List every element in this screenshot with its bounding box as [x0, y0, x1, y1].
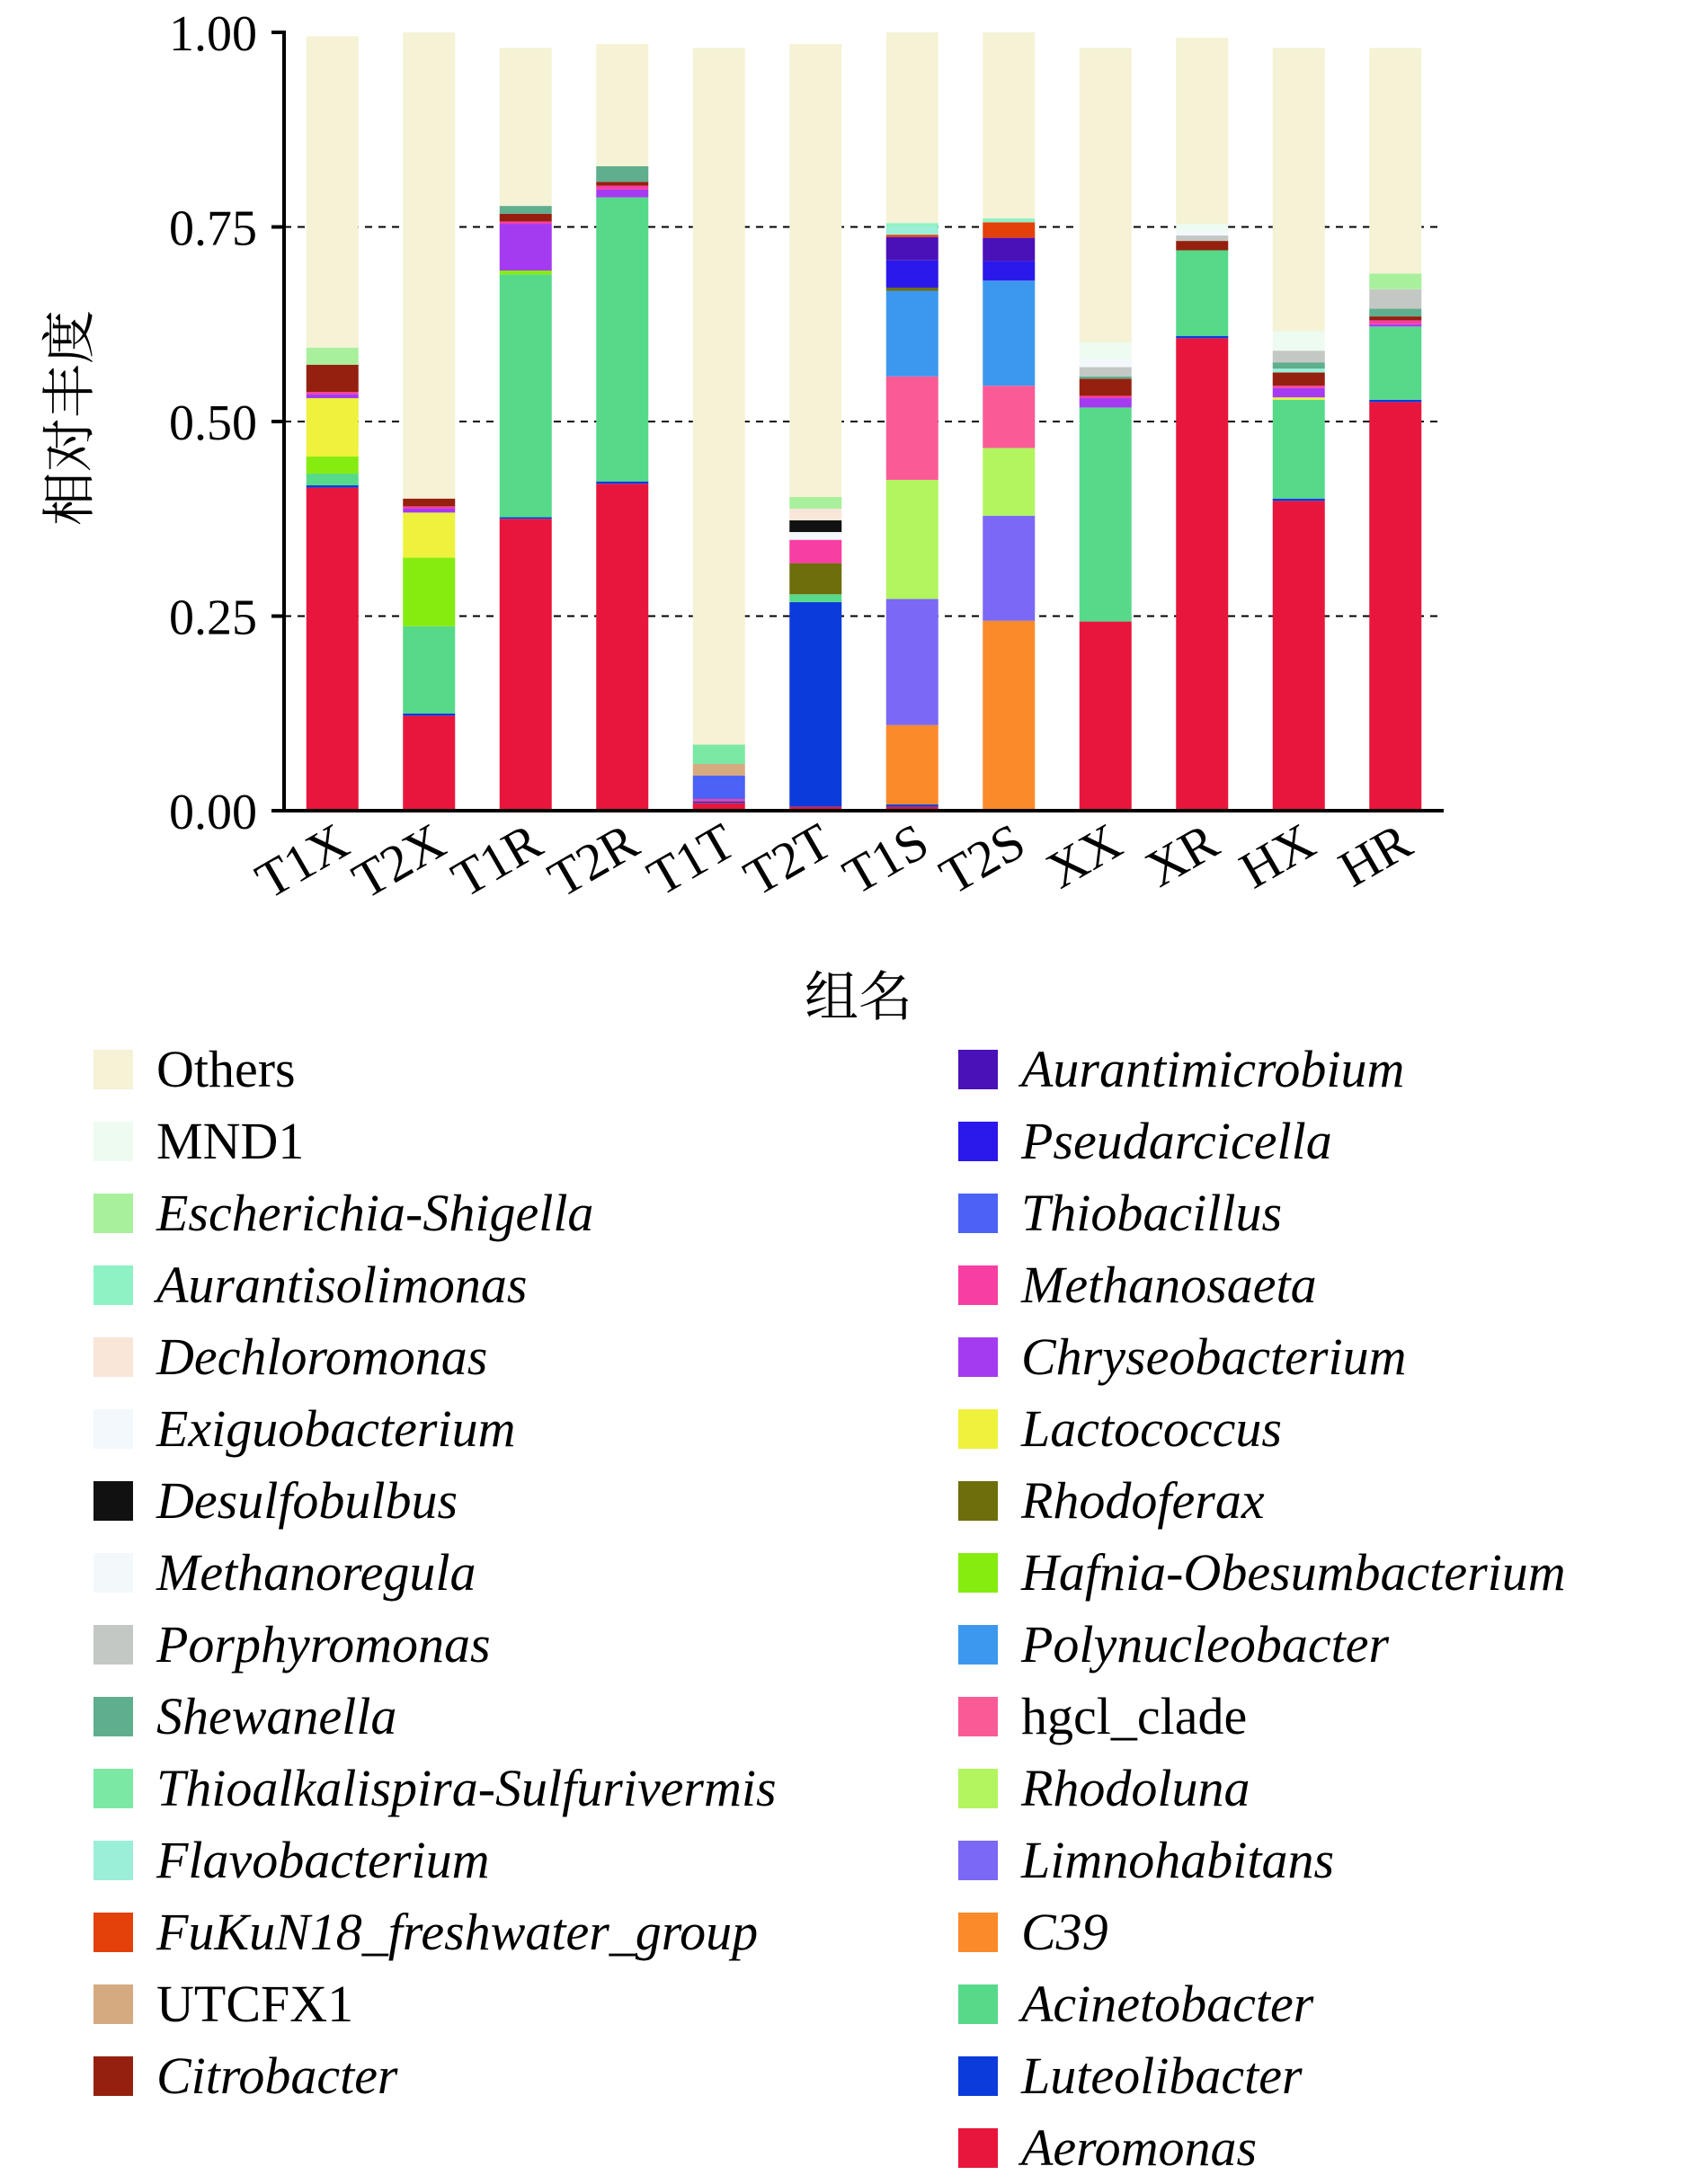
- bar-segment-T1S-9: [886, 288, 938, 290]
- bar-segment-T1R-12: [500, 221, 552, 224]
- bar-segment-T1S-27: [886, 223, 938, 226]
- bar-stack-T2S: [983, 32, 1035, 811]
- bar-segment-T2T-23: [789, 532, 841, 540]
- bar-segment-T2S-3: [983, 621, 1035, 811]
- legend-label: Chryseobacterium: [1021, 1327, 1407, 1386]
- bar-segment-T1X-10: [307, 398, 359, 457]
- bar-segment-T2S-14: [983, 262, 1035, 281]
- legend-swatch: [958, 1769, 998, 1808]
- bar-segment-HR-11: [1369, 324, 1421, 327]
- bar-segment-T1X-1: [307, 485, 359, 488]
- legend-swatch: [93, 1194, 133, 1233]
- bar-segment-T2R-16: [596, 182, 648, 185]
- legend-swatch: [93, 1841, 133, 1880]
- legend-label: C39: [1021, 1903, 1108, 1961]
- legend-swatch: [93, 1409, 133, 1449]
- bar-segment-T1S-18: [886, 235, 938, 237]
- legend-label: Aeromonas: [1021, 2118, 1258, 2177]
- bar-segment-T1T-17: [693, 764, 745, 776]
- bar-segment-XX-21: [1080, 377, 1132, 379]
- legend-label: Luteolibacter: [1021, 2046, 1303, 2105]
- bar-segment-T1R-11: [500, 224, 552, 271]
- bar-segment-HX-1: [1273, 499, 1325, 502]
- bar-segment-XX-16: [1080, 378, 1132, 395]
- bar-segment-HR-2: [1369, 326, 1421, 399]
- legend-label: Limnohabitans: [1021, 1831, 1335, 1889]
- legend-swatch: [93, 1122, 133, 1161]
- x-tick-label-XR: XR: [1135, 811, 1228, 899]
- legend-label: MND1: [156, 1112, 305, 1170]
- bar-segment-T2T-9: [789, 564, 841, 595]
- legend-swatch: [958, 2056, 998, 2096]
- bar-segment-HX-19: [1273, 368, 1325, 372]
- legend-label: Desulfobulbus: [156, 1471, 458, 1530]
- legend-swatch: [93, 1050, 133, 1089]
- bar-segment-T1R-2: [500, 274, 552, 517]
- bar-segment-T1S-15: [886, 237, 938, 261]
- bar-segment-T1T-30: [693, 48, 745, 744]
- legend-label: Shewanella: [156, 1687, 397, 1745]
- bar-segment-T2X-8: [403, 558, 455, 626]
- y-tick-label-0: 0.00: [169, 785, 257, 840]
- bar-segment-XX-11: [1080, 398, 1132, 407]
- legend-label: Others: [156, 1040, 296, 1098]
- bar-segment-T2T-1: [789, 602, 841, 807]
- bar-segment-HX-0: [1273, 501, 1325, 811]
- x-tick-label-T1X: T1X: [245, 811, 359, 910]
- bar-stack-XX: [1080, 48, 1132, 811]
- bar-segment-XR-30: [1176, 38, 1228, 224]
- y-tick-label-3: 0.75: [169, 200, 257, 257]
- y-axis-label: 相对丰度: [40, 310, 100, 526]
- x-tick-label-XX: XX: [1036, 811, 1132, 901]
- bar-segment-HR-16: [1369, 316, 1421, 320]
- bar-segment-T1R-16: [500, 214, 552, 222]
- x-tick-label-T2X: T2X: [342, 811, 455, 910]
- bar-segment-T2R-11: [596, 190, 648, 198]
- bar-segment-T2S-18: [983, 222, 1035, 237]
- legend-label: Exiguobacterium: [156, 1399, 516, 1458]
- bar-stack-T1S: [886, 32, 938, 811]
- bar-stack-T2X: [403, 32, 455, 811]
- bar-segment-XR-2: [1176, 250, 1228, 335]
- legend-swatch: [958, 1409, 998, 1449]
- x-tick-label-T1T: T1T: [637, 811, 745, 908]
- bar-segment-XR-16: [1176, 241, 1228, 250]
- bar-stack-T2R: [596, 44, 648, 811]
- legend-label: Rhodoluna: [1021, 1759, 1250, 1817]
- legend-swatch: [958, 2128, 998, 2168]
- y-tick-label-1: 0.25: [169, 590, 257, 646]
- legend-swatch: [93, 2056, 133, 2096]
- bar-segment-XR-25: [1176, 232, 1228, 235]
- bar-segment-T2S-5: [983, 448, 1035, 515]
- legend: [0, 1034, 1699, 2179]
- bar-segment-XX-30: [1080, 48, 1132, 342]
- bar-stack-T1R: [500, 48, 552, 811]
- bar-segment-T1X-30: [307, 36, 359, 347]
- bar-segment-XR-22: [1176, 235, 1228, 241]
- bar-segment-T1T-1: [693, 802, 745, 803]
- legend-swatch: [958, 1841, 998, 1880]
- bar-segment-HR-28: [1369, 273, 1421, 289]
- legend-label: Porphyromonas: [156, 1615, 491, 1674]
- bar-segment-T2R-12: [596, 186, 648, 190]
- x-tick-label-T1R: T1R: [441, 811, 552, 909]
- bar-segment-HR-30: [1369, 48, 1421, 273]
- x-tick-labels: [246, 812, 1421, 910]
- bar-stack-T1X: [307, 36, 359, 811]
- bar-stack-T2T: [789, 44, 841, 811]
- bar-stack-XR: [1176, 38, 1228, 811]
- bar-segment-T1R-0: [500, 519, 552, 811]
- x-tick-label-T2R: T2R: [538, 811, 648, 909]
- bar-segment-HX-16: [1273, 372, 1325, 386]
- y-tick-label-2: 0.50: [169, 395, 257, 451]
- legend-label: Thiobacillus: [1021, 1184, 1283, 1242]
- legend-label: Aurantisolimonas: [156, 1256, 528, 1314]
- x-tick-label-T2S: T2S: [930, 811, 1035, 906]
- legend-swatch: [958, 1481, 998, 1521]
- legend-swatch: [93, 1625, 133, 1665]
- bar-segment-T1S-5: [886, 480, 938, 599]
- x-axis-label: 组名: [805, 968, 912, 1027]
- bar-segment-HX-10: [1273, 397, 1325, 400]
- x-tick-label-T1S: T1S: [833, 811, 938, 906]
- bar-segment-T2S-6: [983, 386, 1035, 448]
- bar-segment-HR-1: [1369, 400, 1421, 403]
- legend-swatch: [93, 1769, 133, 1808]
- bar-segment-XR-0: [1176, 338, 1228, 811]
- legend-label: Escherichia-Shigella: [156, 1184, 594, 1242]
- bar-segment-XR-1: [1176, 336, 1228, 339]
- bar-segment-HX-30: [1273, 48, 1325, 331]
- bar-segment-T1X-0: [307, 488, 359, 811]
- bar-segment-XX-29: [1080, 342, 1132, 360]
- legend-label: Rhodoferax: [1021, 1471, 1265, 1530]
- legend-swatch: [958, 1697, 998, 1736]
- bar-segment-HX-2: [1273, 400, 1325, 499]
- bar-segment-T1R-1: [500, 518, 552, 519]
- bar-segment-T2T-24: [789, 520, 841, 532]
- legend-label: Aurantimicrobium: [1021, 1040, 1405, 1098]
- legend-label: Polynucleobacter: [1021, 1615, 1390, 1674]
- legend-label: Pseudarcicella: [1021, 1112, 1332, 1170]
- bar-segment-T2X-16: [403, 499, 455, 507]
- bar-segment-T2X-2: [403, 626, 455, 714]
- bar-segment-T2S-4: [983, 516, 1035, 621]
- bar-stack-T1T: [693, 48, 745, 811]
- legend-swatch: [93, 1481, 133, 1521]
- legend-label: Dechloromonas: [156, 1327, 488, 1386]
- bar-segment-T2S-7: [983, 280, 1035, 386]
- bar-segment-T1S-30: [886, 32, 938, 223]
- bar-segment-T1S-3: [886, 725, 938, 804]
- bar-segment-T1X-28: [307, 348, 359, 365]
- bar-segment-HX-21: [1273, 362, 1325, 368]
- stacked-bar-chart: [0, 0, 1699, 1034]
- bar-segment-T2T-12: [789, 540, 841, 564]
- gridlines: [284, 227, 1444, 617]
- legend-swatch: [958, 1194, 998, 1233]
- bar-segment-T1X-2: [307, 474, 359, 485]
- bar-segment-XX-12: [1080, 395, 1132, 398]
- bar-segment-XX-22: [1080, 367, 1132, 376]
- legend-swatch: [93, 1265, 133, 1305]
- bar-segment-T1T-13: [693, 776, 745, 799]
- bar-segment-T2R-1: [596, 482, 648, 484]
- y-tick-labels: [169, 6, 257, 840]
- bar-segment-T1S-4: [886, 599, 938, 724]
- legend-swatch: [93, 1913, 133, 1952]
- bar-segment-T2R-2: [596, 198, 648, 482]
- legend-swatch: [93, 1984, 133, 2024]
- bar-segment-T1X-11: [307, 395, 359, 398]
- bar-segment-T1R-30: [500, 48, 552, 206]
- bar-segment-T1S-14: [886, 261, 938, 288]
- bar-segment-T1T-12: [693, 799, 745, 802]
- legend-swatch: [93, 1553, 133, 1593]
- bar-segment-T2X-10: [403, 512, 455, 557]
- x-tick-label-HX: HX: [1230, 811, 1325, 901]
- bar-segment-T2T-28: [789, 497, 841, 509]
- legend-swatch: [958, 1913, 998, 1952]
- legend-label: Lactococcus: [1021, 1399, 1282, 1458]
- bar-segment-HX-22: [1273, 351, 1325, 362]
- bar-stack-HX: [1273, 48, 1325, 811]
- bar-segment-T1S-7: [886, 291, 938, 377]
- legend-swatch: [958, 1122, 998, 1161]
- bar-segment-HX-11: [1273, 388, 1325, 397]
- legend-label: Methanosaeta: [1021, 1256, 1317, 1314]
- bar-segment-HR-0: [1369, 402, 1421, 811]
- x-tick-label-HR: HR: [1329, 811, 1421, 899]
- legend-label: Flavobacterium: [156, 1831, 490, 1889]
- legend-label: Acinetobacter: [1021, 1975, 1314, 2033]
- bar-segment-T2T-2: [789, 594, 841, 602]
- legend-label: UTCFX1: [156, 1975, 354, 2033]
- bar-stack-HR: [1369, 48, 1421, 811]
- bar-segment-T1R-8: [500, 271, 552, 274]
- bar-segment-T1X-8: [307, 457, 359, 474]
- bar-segment-T2R-0: [596, 484, 648, 811]
- bar-segment-XX-2: [1080, 407, 1132, 621]
- bar-segment-XR-29: [1176, 224, 1228, 232]
- legend-swatch: [93, 1337, 133, 1377]
- bar-segment-T2S-27: [983, 218, 1035, 222]
- bar-segment-XX-25: [1080, 360, 1132, 368]
- bar-segment-T2X-0: [403, 715, 455, 811]
- legend-label: Methanoregula: [156, 1543, 476, 1602]
- legend-swatch: [958, 1050, 998, 1089]
- legend-swatch: [958, 1265, 998, 1305]
- bar-segment-T1S-19: [886, 227, 938, 235]
- legend-swatch: [93, 1697, 133, 1736]
- legend-swatch: [958, 1337, 998, 1377]
- bar-segment-T1R-21: [500, 206, 552, 214]
- legend-label: Thioalkalispira-Sulfurivermis: [156, 1759, 777, 1817]
- bar-segment-T2X-12: [403, 506, 455, 509]
- bar-segment-T2X-30: [403, 32, 455, 499]
- bar-segment-T2X-1: [403, 714, 455, 716]
- bar-segment-HR-12: [1369, 320, 1421, 324]
- legend-label: Citrobacter: [156, 2046, 398, 2105]
- bar-segment-T2S-30: [983, 32, 1035, 218]
- bar-segment-XX-0: [1080, 622, 1132, 811]
- legend-swatch: [958, 1553, 998, 1593]
- bar-segment-T1X-16: [307, 365, 359, 392]
- bar-segment-HX-12: [1273, 386, 1325, 388]
- legend-swatch: [958, 1625, 998, 1665]
- legend-label: hgcl_clade: [1021, 1687, 1248, 1745]
- bar-segment-T1S-1: [886, 804, 938, 807]
- bar-segment-HR-21: [1369, 308, 1421, 316]
- bar-segment-T2S-15: [983, 238, 1035, 262]
- bar-segment-T1X-12: [307, 392, 359, 395]
- bar-segment-T2T-26: [789, 509, 841, 520]
- bar-segment-T2R-21: [596, 166, 648, 182]
- y-tick-label-4: 1.00: [169, 6, 257, 62]
- bar-segment-HR-22: [1369, 289, 1421, 309]
- legend-label: Hafnia-Obesumbacterium: [1021, 1543, 1566, 1602]
- bar-segment-T2X-11: [403, 509, 455, 512]
- bar-segment-T2R-30: [596, 44, 648, 166]
- legend-swatch: [958, 1984, 998, 2024]
- bar-segment-T2T-30: [789, 44, 841, 497]
- legend-label: FuKuN18_freshwater_group: [156, 1903, 759, 1961]
- x-tick-label-T2T: T2T: [734, 811, 841, 908]
- bar-segment-T1S-6: [886, 377, 938, 480]
- bar-segment-T1T-20: [693, 744, 745, 764]
- bar-segment-HX-29: [1273, 332, 1325, 351]
